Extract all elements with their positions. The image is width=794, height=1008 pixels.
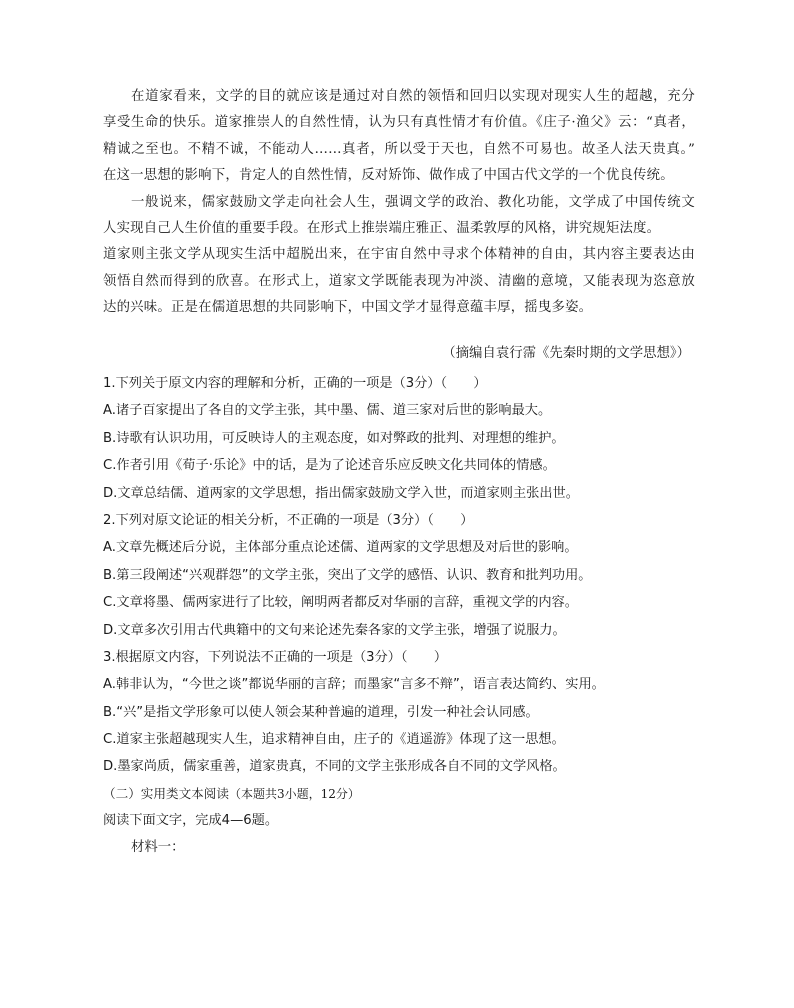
section-note: （本题共3小题，12分） xyxy=(228,786,360,801)
answer-option: A.诸子百家提出了各自的文学主张，其中墨、儒、道三家对后世的影响最大。 xyxy=(103,403,552,419)
passage xyxy=(103,84,695,322)
question-stem: 1.下列关于原文内容的理解和分析，正确的一项是（3分）（ ） xyxy=(103,376,487,391)
answer-option: B.诗歌有认识功用，可反映诗人的主观态度，如对弊政的批判、对理想的维护。 xyxy=(103,430,565,446)
answer-option: A.文章先概述后分说，主体部分重点论述儒、道两家的文学思想及对后世的影响。 xyxy=(103,540,578,556)
question-stem: 2.下列对原文论证的相关分析，不正确的一项是（3分）（ ） xyxy=(103,512,474,528)
passage-line: 在这一思想的影响下，肯定人的自然性情，反对矫饰、做作成了中国古代文学的一个优良传统。 xyxy=(103,168,674,184)
answer-option: B.“兴”是指文学形象可以使人领会某种普遍的道理，引发一种社会认同感。 xyxy=(103,704,539,720)
answer-option: C.道家主张超越现实人生，追求精神自由，庄子的《逍遥游》体现了这一思想。 xyxy=(103,732,565,748)
passage-line: 领悟自然而得到的欣喜。在形式上，道家文学既能表现为冲淡、清幽的意境，又能表现为恣意放 xyxy=(103,273,695,289)
passage-line: 一般说来，儒家鼓励文学走向社会人生，强调文学的政治、教化功能，文学成了中国传统文 xyxy=(131,194,695,210)
passage-line: 达的兴味。正是在儒道思想的共同影响下，中国文学才显得意蕴丰厚，摇曳多姿。 xyxy=(103,300,593,316)
passage-line: 在道家看来，文学的目的就应该是通过对自然的领悟和回归以实现对现实人生的超越，充分 xyxy=(131,89,695,104)
section-heading xyxy=(103,781,703,807)
answer-option: D.文章多次引用古代典籍中的文句来论述先秦各家的文学主张，增强了说服力。 xyxy=(103,622,566,638)
passage-line: 人实现自己人生价值的重要手段。在形式上推崇端庄雅正、温柔敦厚的风格，讲究规矩法度。 xyxy=(103,220,661,236)
answer-option: C.作者引用《荀子·乐论》中的话，是为了论述音乐应反映文化共同体的情感。 xyxy=(103,458,556,474)
passage-source: （摘编自袁行霈《先秦时期的文学思想》） xyxy=(442,346,690,361)
answer-option: A.韩非认为，“今世之谈”都说华丽的言辞；而墨家“言多不辩”，语言表达简约、实用。 xyxy=(103,677,605,693)
answer-option: D.文章总结儒、道两家的文学思想，指出儒家鼓励文学入世，而道家则主张出世。 xyxy=(103,485,579,501)
passage-line: 享受生命的快乐。道家推崇人的自然性情，认为只有真性情才有价值。《庄子·渔父》云：“真者， xyxy=(103,115,695,131)
question-list xyxy=(103,370,703,862)
section-instruction: 阅读下面文字，完成4—6题。 xyxy=(103,812,279,828)
passage-line: 精诚之至也。不精不诚，不能动人……真者，所以受于天也，自然不可易也。故圣人法天贵真。” xyxy=(103,141,695,157)
material-label: 材料一： xyxy=(131,840,185,856)
question-stem: 3.根据原文内容，下列说法不正确的一项是（3分）（ ） xyxy=(103,649,448,665)
answer-option: C.文章将墨、儒两家进行了比较，阐明两者都反对华丽的言辞，重视文学的内容。 xyxy=(103,595,578,611)
section-title: （二）实用类文本阅读 xyxy=(103,785,229,801)
passage-line: 道家则主张文学从现实生活中超脱出来，在宇宙自然中寻求个体精神的自由，其内容主要表达由 xyxy=(103,247,695,263)
answer-option: D.墨家尚质，儒家重善，道家贵真，不同的文学主张形成各自不同的文学风格。 xyxy=(103,759,566,775)
answer-option: B.第三段阐述“兴观群怨”的文学主张，突出了文学的感悟、认识、教育和批判功用。 xyxy=(103,567,592,583)
